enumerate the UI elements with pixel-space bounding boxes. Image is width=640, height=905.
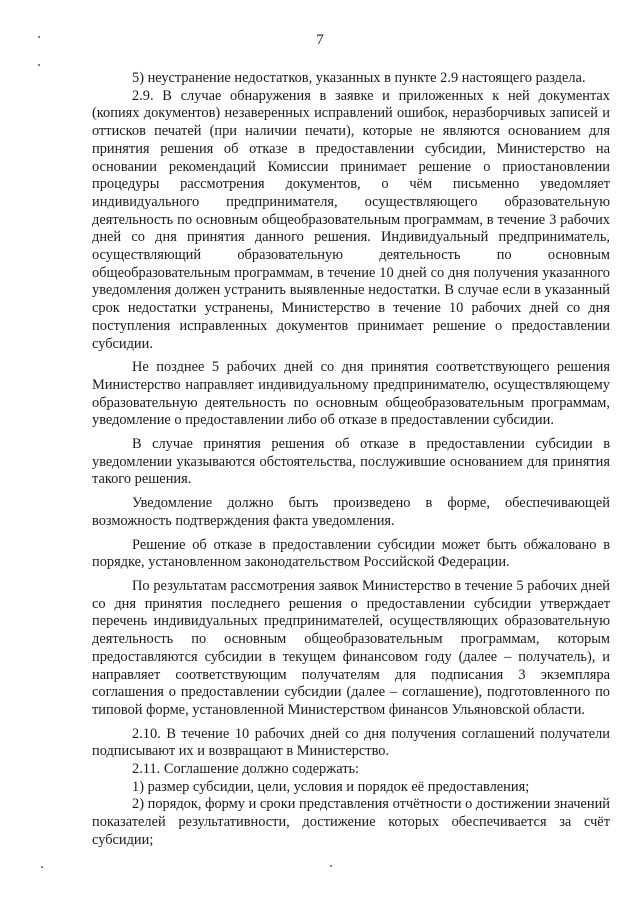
document-body [92,70,610,850]
paragraph-item-5: 5) неустранение недостатков, указанных в пункте 2.9 настоящего раздела. [132,70,586,86]
paragraph-notification-form: Уведомление должно быть произведено в форме, обеспечивающей возможность подтверждения факта уведомления. [92,495,610,529]
paragraph-2-9: 2.9. В случае обнаружения в заявке и приложенных к ней документах (копиях документов) незаверенных исправлений ошибок, неразборчивых записей и оттисков печатей (при наличии печати), которые не являются основанием для принятия решения об отказе в предоставлении субсидии, Министерство на основании рекомендаций Комиссии принимает решение о приостановлении процедуры рассмотрения документов, о чём письменно уведомляет индивидуального предпринимателя, осуществляющего образовательную деятельность по основным общеобразовательным программам, в течение 3 рабочих дней со дня принятия данного решения. Индивидуальный предприниматель, осуществляющий образовательную деятельность по основным общеобразовательным программам, в течение 10 дней со дня получения указанного уведомления должен устранить выявленные недостатки. В случае если в указанный срок недостатки устранены, Министерство в течение 10 рабочих дней со дня поступления исправленных документов принимает решение о предоставлении субсидии. [92,87,610,352]
scan-speck [330,865,332,867]
paragraph-2-11-item-1: 1) размер субсидии, цели, условия и порядок её предоставления; [132,778,530,795]
paragraph-2-11-item-2: 2) порядок, форму и сроки представления отчётности о достижении значений показателей результативности, достижение которых обеспечивается за счёт субсидии; [92,796,610,848]
scan-speck [41,866,43,868]
paragraph-recipients-list: По результатам рассмотрения заявок Министерство в течение 5 рабочих дней со дня принятия последнего решения о предоставлении субсидии утверждает перечень индивидуальных предпринимателей, осуществляющих образовательную деятельность по основным общеобразовательным программам, которым предоставляются субсидии в текущем финансовом году (далее – получатель), и направляет соответствующим получателям для подписания 3 экземпляра соглашения о предоставлении субсидии (далее – соглашение), подготовленного по типовой форме, установленной Министерством финансов Ульяновской области. [92,577,610,718]
page-number: 7 [316,32,324,48]
paragraph-refusal-circumstances: В случае принятия решения об отказе в предоставлении субсидии в уведомлении указываются обстоятельства, послужившие основанием для принятия такого решения. [92,436,610,488]
paragraph-2-11: 2.11. Соглашение должно содержать: [132,761,360,778]
scan-speck [38,36,40,38]
paragraph-appeal: Решение об отказе в предоставлении субсидии может быть обжаловано в порядке, установленном законодательством Российской Федерации. [92,536,610,571]
paragraph-2-10: 2.10. В течение 10 рабочих дней со дня получения соглашений получатели подписывают их и возвращают в Министерство. [92,725,610,760]
paragraph-notification-deadline: Не позднее 5 рабочих дней со дня принятия соответствующего решения Министерство направляет индивидуальному предпринимателю, осуществляющему образовательную деятельность по основным общеобразовательным программам, уведомление о предоставлении либо об отказе в предоставлении субсидии. [92,359,610,429]
scan-speck [38,64,40,66]
